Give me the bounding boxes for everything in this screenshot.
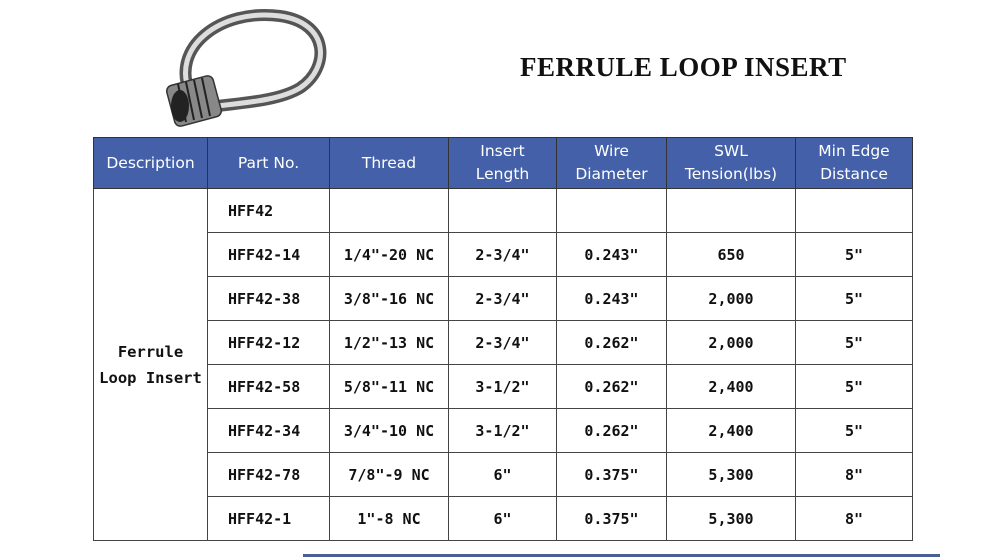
table-cell: 2,400: [667, 365, 796, 409]
column-header: Thread: [330, 138, 449, 189]
description-cell: Ferrule Loop Insert: [94, 189, 208, 541]
part-number-cell: HFF42-38: [208, 277, 330, 321]
table-cell: 0.375": [557, 453, 667, 497]
table-row: [94, 233, 913, 277]
part-number-cell: HFF42: [208, 189, 330, 233]
table-cell: 5": [796, 321, 913, 365]
table-cell: 2-3/4": [449, 233, 557, 277]
table-cell: 650: [667, 233, 796, 277]
table-cell: 5": [796, 365, 913, 409]
table-row: [94, 497, 913, 541]
part-number-cell: HFF42-12: [208, 321, 330, 365]
table-cell: [667, 189, 796, 233]
table-row: [94, 321, 913, 365]
table-row: [94, 189, 913, 233]
table-cell: 5,300: [667, 453, 796, 497]
table-header-row: [94, 138, 913, 189]
table-cell: 6": [449, 497, 557, 541]
table-cell: 0.375": [557, 497, 667, 541]
table-cell: 0.262": [557, 365, 667, 409]
table-cell: [796, 189, 913, 233]
table-cell: 1"-8 NC: [330, 497, 449, 541]
table-cell: 5": [796, 277, 913, 321]
table-row: [94, 277, 913, 321]
table-cell: 2,400: [667, 409, 796, 453]
table-cell: 1/4"-20 NC: [330, 233, 449, 277]
table-cell: 5,300: [667, 497, 796, 541]
table-cell: 5": [796, 409, 913, 453]
part-number-cell: HFF42-78: [208, 453, 330, 497]
table-cell: 5": [796, 233, 913, 277]
table-cell: 3-1/2": [449, 409, 557, 453]
table-cell: 0.243": [557, 233, 667, 277]
ferrule-loop-insert-image: [160, 8, 330, 133]
table-cell: 2,000: [667, 277, 796, 321]
table-cell: 8": [796, 453, 913, 497]
table-cell: 2-3/4": [449, 277, 557, 321]
table-cell: 0.262": [557, 409, 667, 453]
table-cell: 8": [796, 497, 913, 541]
column-header: Insert Length: [449, 138, 557, 189]
table-cell: 2,000: [667, 321, 796, 365]
spec-table: [93, 137, 913, 541]
table-cell: 6": [449, 453, 557, 497]
table-row: [94, 409, 913, 453]
table-cell: [449, 189, 557, 233]
column-header: Wire Diameter: [557, 138, 667, 189]
table-cell: 3/4"-10 NC: [330, 409, 449, 453]
table-cell: 2-3/4": [449, 321, 557, 365]
part-number-cell: HFF42-34: [208, 409, 330, 453]
part-number-cell: HFF42-1: [208, 497, 330, 541]
column-header: SWL Tension(lbs): [667, 138, 796, 189]
table-cell: 3/8"-16 NC: [330, 277, 449, 321]
table-cell: 0.262": [557, 321, 667, 365]
part-number-cell: HFF42-58: [208, 365, 330, 409]
page-title: FERRULE LOOP INSERT: [520, 52, 847, 82]
table-cell: [557, 189, 667, 233]
table-cell: 0.243": [557, 277, 667, 321]
column-header: Part No.: [208, 138, 330, 189]
table-cell: 7/8"-9 NC: [330, 453, 449, 497]
table-cell: 5/8"-11 NC: [330, 365, 449, 409]
column-header: Description: [94, 138, 208, 189]
table-cell: 3-1/2": [449, 365, 557, 409]
column-header: Min Edge Distance: [796, 138, 913, 189]
table-cell: 1/2"-13 NC: [330, 321, 449, 365]
part-number-cell: HFF42-14: [208, 233, 330, 277]
table-row: [94, 453, 913, 497]
table-cell: [330, 189, 449, 233]
table-row: [94, 365, 913, 409]
